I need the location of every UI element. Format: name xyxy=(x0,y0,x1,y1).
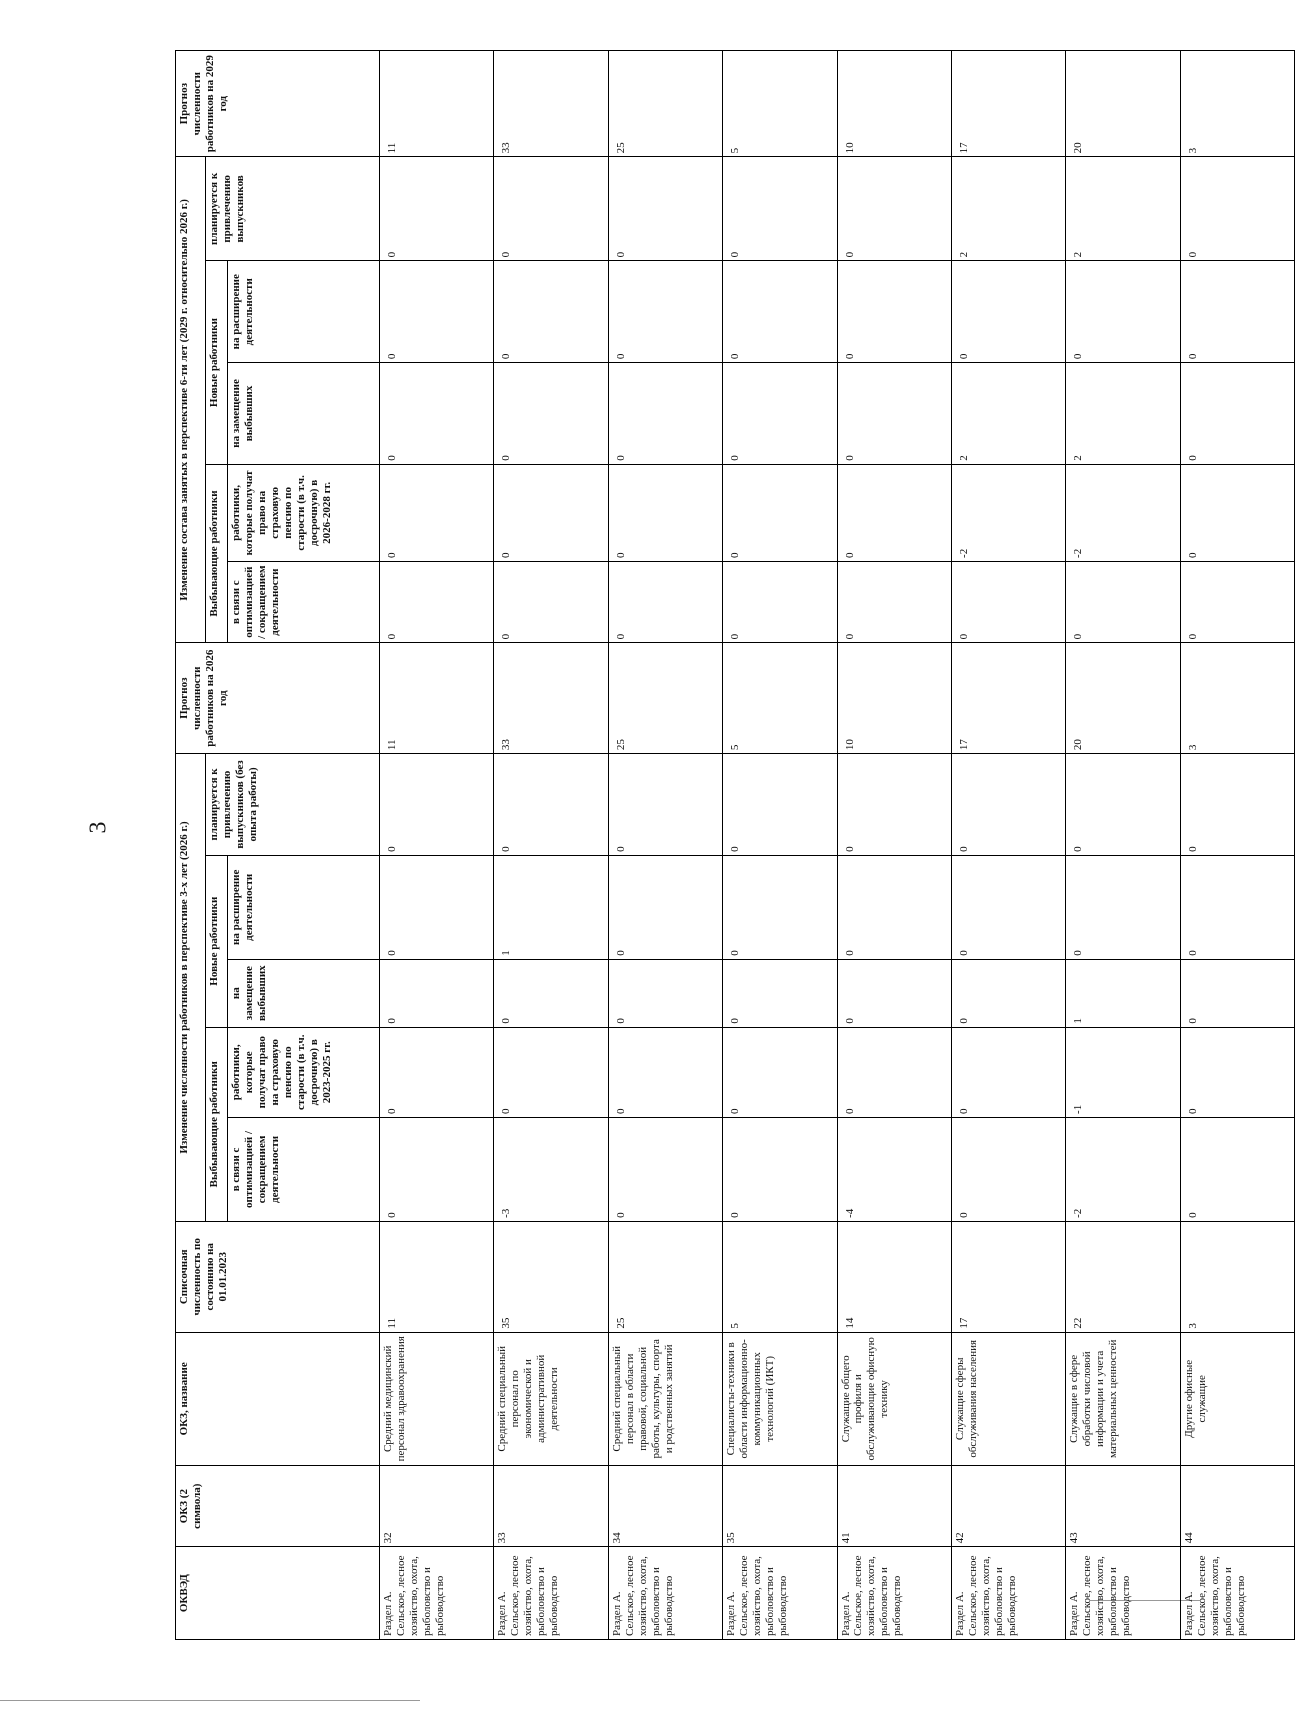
table-row xyxy=(723,51,837,1640)
r6-pension-cell: 0 xyxy=(494,464,608,561)
header-okz-name: ОКЗ, название xyxy=(176,1332,380,1465)
header-r6-pension: работники, которые получат право на страховую пенсию по старости (в т.ч. досрочную) в 2026-2028 гг. xyxy=(228,464,380,561)
forecast-2029-cell: 20 xyxy=(1066,51,1180,157)
table-row xyxy=(837,51,951,1640)
n3-replace-cell: 0 xyxy=(380,959,494,1027)
graduates-3yr-cell: 0 xyxy=(380,754,494,856)
n6-replace-cell: 0 xyxy=(723,363,837,465)
n3-expand-cell: 0 xyxy=(380,855,494,959)
r6-pension-cell: 0 xyxy=(837,464,951,561)
r3-pension-cell: 0 xyxy=(494,1027,608,1117)
header-graduates-6yr: планируется к привлечению выпускников xyxy=(206,157,380,261)
header-headcount-2023: Списочная численность по состоянию на 01.01.2023 xyxy=(176,1221,380,1332)
r6-pension-cell: 0 xyxy=(1180,464,1294,561)
headcount-2023-cell: 22 xyxy=(1066,1221,1180,1332)
r3-optimization-cell: -4 xyxy=(837,1117,951,1221)
forecast-2026-cell: 11 xyxy=(380,643,494,754)
okved-cell: Раздел А. Сельское, лесное хозяйство, охота, рыболовство и рыбоводство xyxy=(723,1547,837,1640)
header-n6-replace: на замещение выбывших xyxy=(228,363,380,465)
forecast-2026-cell: 10 xyxy=(837,643,951,754)
header-new-workers-6yr: Новые работники xyxy=(206,261,228,464)
n3-expand-cell: 0 xyxy=(1066,855,1180,959)
header-forecast-2026: Прогноз численности работников на 2026 год xyxy=(176,643,380,754)
r3-optimization-cell: 0 xyxy=(723,1117,837,1221)
header-r3-pension: работники, которые получат право на страховую пенсию по старости (в т.ч. досрочную) в 2023-2025 гг. xyxy=(228,1027,380,1117)
header-okz-code: ОКЗ (2 символа) xyxy=(176,1465,380,1546)
graduates-3yr-cell: 0 xyxy=(837,754,951,856)
forecast-2029-cell: 17 xyxy=(951,51,1065,157)
okz-name-cell: Другие офисные служащие xyxy=(1180,1332,1294,1465)
okved-cell: Раздел А. Сельское, лесное хозяйство, охота, рыболовство и рыбоводство xyxy=(1180,1547,1294,1640)
okz-name-cell: Специалисты-техники в области информационно-коммуникационных технологий (ИКТ) xyxy=(723,1332,837,1465)
r6-optimization-cell: 0 xyxy=(951,561,1065,642)
okz-name-cell: Средний специальный персонал в области правовой, социальной работы, культуры, спорта и родственных занятий xyxy=(608,1332,722,1465)
headcount-2023-cell: 25 xyxy=(608,1221,722,1332)
r6-pension-cell: -2 xyxy=(1066,464,1180,561)
forecast-2029-cell: 25 xyxy=(608,51,722,157)
headcount-2023-cell: 3 xyxy=(1180,1221,1294,1332)
headcount-2023-cell: 5 xyxy=(723,1221,837,1332)
n3-replace-cell: 0 xyxy=(608,959,722,1027)
okz-code-cell: 44 xyxy=(1180,1465,1294,1546)
header-n3-replace: на замещение выбывших xyxy=(228,959,380,1027)
r3-pension-cell: 0 xyxy=(1180,1027,1294,1117)
r6-optimization-cell: 0 xyxy=(1066,561,1180,642)
n3-replace-cell: 0 xyxy=(723,959,837,1027)
okved-cell: Раздел А. Сельское, лесное хозяйство, охота, рыболовство и рыбоводство xyxy=(608,1547,722,1640)
okved-cell: Раздел А. Сельское, лесное хозяйство, охота, рыболовство и рыбоводство xyxy=(1066,1547,1180,1640)
forecast-2026-cell: 25 xyxy=(608,643,722,754)
okz-code-cell: 32 xyxy=(380,1465,494,1546)
r6-optimization-cell: 0 xyxy=(837,561,951,642)
n6-replace-cell: 0 xyxy=(380,363,494,465)
okz-code-cell: 33 xyxy=(494,1465,608,1546)
table-row xyxy=(1180,51,1294,1640)
headcount-2023-cell: 35 xyxy=(494,1221,608,1332)
graduates-3yr-cell: 0 xyxy=(951,754,1065,856)
r3-optimization-cell: 0 xyxy=(1180,1117,1294,1221)
n3-expand-cell: 0 xyxy=(1180,855,1294,959)
forecast-2029-cell: 10 xyxy=(837,51,951,157)
okz-name-cell: Служащие общего профиля и обслуживающие офисную технику xyxy=(837,1332,951,1465)
graduates-6yr-cell: 0 xyxy=(837,157,951,261)
graduates-6yr-cell: 2 xyxy=(951,157,1065,261)
r6-pension-cell: 0 xyxy=(723,464,837,561)
n6-replace-cell: 2 xyxy=(951,363,1065,465)
r6-pension-cell: -2 xyxy=(951,464,1065,561)
graduates-6yr-cell: 2 xyxy=(1066,157,1180,261)
header-n3-expand: на расширение деятельности xyxy=(228,855,380,959)
graduates-3yr-cell: 0 xyxy=(723,754,837,856)
n6-expand-cell: 0 xyxy=(1180,261,1294,363)
okz-name-cell: Служащие в сфере обработки числовой информации и учета материальных ценностей xyxy=(1066,1332,1180,1465)
table-row xyxy=(494,51,608,1640)
r6-optimization-cell: 0 xyxy=(380,561,494,642)
n6-expand-cell: 0 xyxy=(723,261,837,363)
forecast-2026-cell: 3 xyxy=(1180,643,1294,754)
r6-pension-cell: 0 xyxy=(608,464,722,561)
okz-name-cell: Служащие сферы обслуживания населения xyxy=(951,1332,1065,1465)
forecast-2029-cell: 3 xyxy=(1180,51,1294,157)
n3-expand-cell: 0 xyxy=(608,855,722,959)
okz-name-cell: Средний медицинский персонал здравоохранения xyxy=(380,1332,494,1465)
okz-code-cell: 35 xyxy=(723,1465,837,1546)
graduates-6yr-cell: 0 xyxy=(380,157,494,261)
n3-expand-cell: 1 xyxy=(494,855,608,959)
page-number: 3 xyxy=(85,821,112,834)
okz-code-cell: 34 xyxy=(608,1465,722,1546)
r6-optimization-cell: 0 xyxy=(608,561,722,642)
graduates-6yr-cell: 0 xyxy=(723,157,837,261)
header-change-3yr: Изменение численности работников в перспективе 3-х лет (2026 г.) xyxy=(176,754,206,1222)
r3-pension-cell: 0 xyxy=(380,1027,494,1117)
okved-cell: Раздел А. Сельское, лесное хозяйство, охота, рыболовство и рыбоводство xyxy=(837,1547,951,1640)
table-row xyxy=(608,51,722,1640)
okz-name-cell: Средний специальный персонал по экономической и административной деятельности xyxy=(494,1332,608,1465)
r3-pension-cell: 0 xyxy=(837,1027,951,1117)
headcount-2023-cell: 11 xyxy=(380,1221,494,1332)
n3-expand-cell: 0 xyxy=(951,855,1065,959)
n6-replace-cell: 2 xyxy=(1066,363,1180,465)
graduates-6yr-cell: 0 xyxy=(494,157,608,261)
header-new-workers-3yr: Новые работники xyxy=(206,855,228,1027)
okved-cell: Раздел А. Сельское, лесное хозяйство, охота, рыболовство и рыбоводство xyxy=(951,1547,1065,1640)
table-body xyxy=(380,51,1295,1640)
r3-pension-cell: -1 xyxy=(1066,1027,1180,1117)
forecast-2026-cell: 20 xyxy=(1066,643,1180,754)
headcount-2023-cell: 17 xyxy=(951,1221,1065,1332)
headcount-2023-cell: 14 xyxy=(837,1221,951,1332)
okz-code-cell: 43 xyxy=(1066,1465,1180,1546)
r3-optimization-cell: -2 xyxy=(1066,1117,1180,1221)
n6-replace-cell: 0 xyxy=(494,363,608,465)
n3-replace-cell: 0 xyxy=(837,959,951,1027)
n6-expand-cell: 0 xyxy=(608,261,722,363)
n3-replace-cell: 0 xyxy=(1180,959,1294,1027)
r6-optimization-cell: 0 xyxy=(1180,561,1294,642)
header-forecast-2029: Прогноз численности работников на 2029 год xyxy=(176,51,380,157)
graduates-3yr-cell: 0 xyxy=(608,754,722,856)
n6-expand-cell: 0 xyxy=(494,261,608,363)
r6-optimization-cell: 0 xyxy=(494,561,608,642)
n6-expand-cell: 0 xyxy=(380,261,494,363)
forecast-2026-cell: 33 xyxy=(494,643,608,754)
table-row xyxy=(1066,51,1180,1640)
n6-expand-cell: 0 xyxy=(951,261,1065,363)
graduates-6yr-cell: 0 xyxy=(1180,157,1294,261)
graduates-6yr-cell: 0 xyxy=(608,157,722,261)
r3-optimization-cell: -3 xyxy=(494,1117,608,1221)
n3-replace-cell: 0 xyxy=(494,959,608,1027)
r3-optimization-cell: 0 xyxy=(951,1117,1065,1221)
okved-cell: Раздел А. Сельское, лесное хозяйство, охота, рыболовство и рыбоводство xyxy=(380,1547,494,1640)
r3-optimization-cell: 0 xyxy=(608,1117,722,1221)
n3-replace-cell: 1 xyxy=(1066,959,1180,1027)
header-change-6yr: Изменение состава занятых в перспективе 6-ти лет (2029 г. относительно 2026 г.) xyxy=(176,157,206,643)
graduates-3yr-cell: 0 xyxy=(1066,754,1180,856)
n6-replace-cell: 0 xyxy=(608,363,722,465)
r3-pension-cell: 0 xyxy=(951,1027,1065,1117)
n3-expand-cell: 0 xyxy=(837,855,951,959)
okz-code-cell: 42 xyxy=(951,1465,1065,1546)
n6-expand-cell: 0 xyxy=(1066,261,1180,363)
r6-pension-cell: 0 xyxy=(380,464,494,561)
graduates-3yr-cell: 0 xyxy=(1180,754,1294,856)
table-header xyxy=(176,51,380,1640)
r3-pension-cell: 0 xyxy=(608,1027,722,1117)
header-graduates-3yr: планируется к привлечению выпускников (без опыта работы) xyxy=(206,754,380,856)
graduates-3yr-cell: 0 xyxy=(494,754,608,856)
r3-optimization-cell: 0 xyxy=(380,1117,494,1221)
r3-pension-cell: 0 xyxy=(723,1027,837,1117)
n6-replace-cell: 0 xyxy=(837,363,951,465)
header-retiring-6yr: Выбывающие работники xyxy=(206,464,228,643)
header-okved: ОКВЭД xyxy=(176,1547,380,1640)
rotated-table-container xyxy=(175,50,1295,1640)
header-retiring-3yr: Выбывающие работники xyxy=(206,1027,228,1221)
header-r6-optimization: в связи с оптимизацией / сокращением деятельности xyxy=(228,561,380,642)
n3-expand-cell: 0 xyxy=(723,855,837,959)
header-r3-optimization: в связи с оптимизацией / сокращением деятельности xyxy=(228,1117,380,1221)
r6-optimization-cell: 0 xyxy=(723,561,837,642)
n3-replace-cell: 0 xyxy=(951,959,1065,1027)
forecast-2026-cell: 17 xyxy=(951,643,1065,754)
forecast-2026-cell: 5 xyxy=(723,643,837,754)
table-row xyxy=(951,51,1065,1640)
forecast-2029-cell: 11 xyxy=(380,51,494,157)
n6-expand-cell: 0 xyxy=(837,261,951,363)
n6-replace-cell: 0 xyxy=(1180,363,1294,465)
table-row xyxy=(380,51,494,1640)
forecast-2029-cell: 33 xyxy=(494,51,608,157)
okz-code-cell: 41 xyxy=(837,1465,951,1546)
workforce-forecast-table xyxy=(175,50,1295,1640)
okved-cell: Раздел А. Сельское, лесное хозяйство, охота, рыболовство и рыбоводство xyxy=(494,1547,608,1640)
header-n6-expand: на расширение деятельности xyxy=(228,261,380,363)
scan-edge-line xyxy=(0,1700,420,1701)
forecast-2029-cell: 5 xyxy=(723,51,837,157)
